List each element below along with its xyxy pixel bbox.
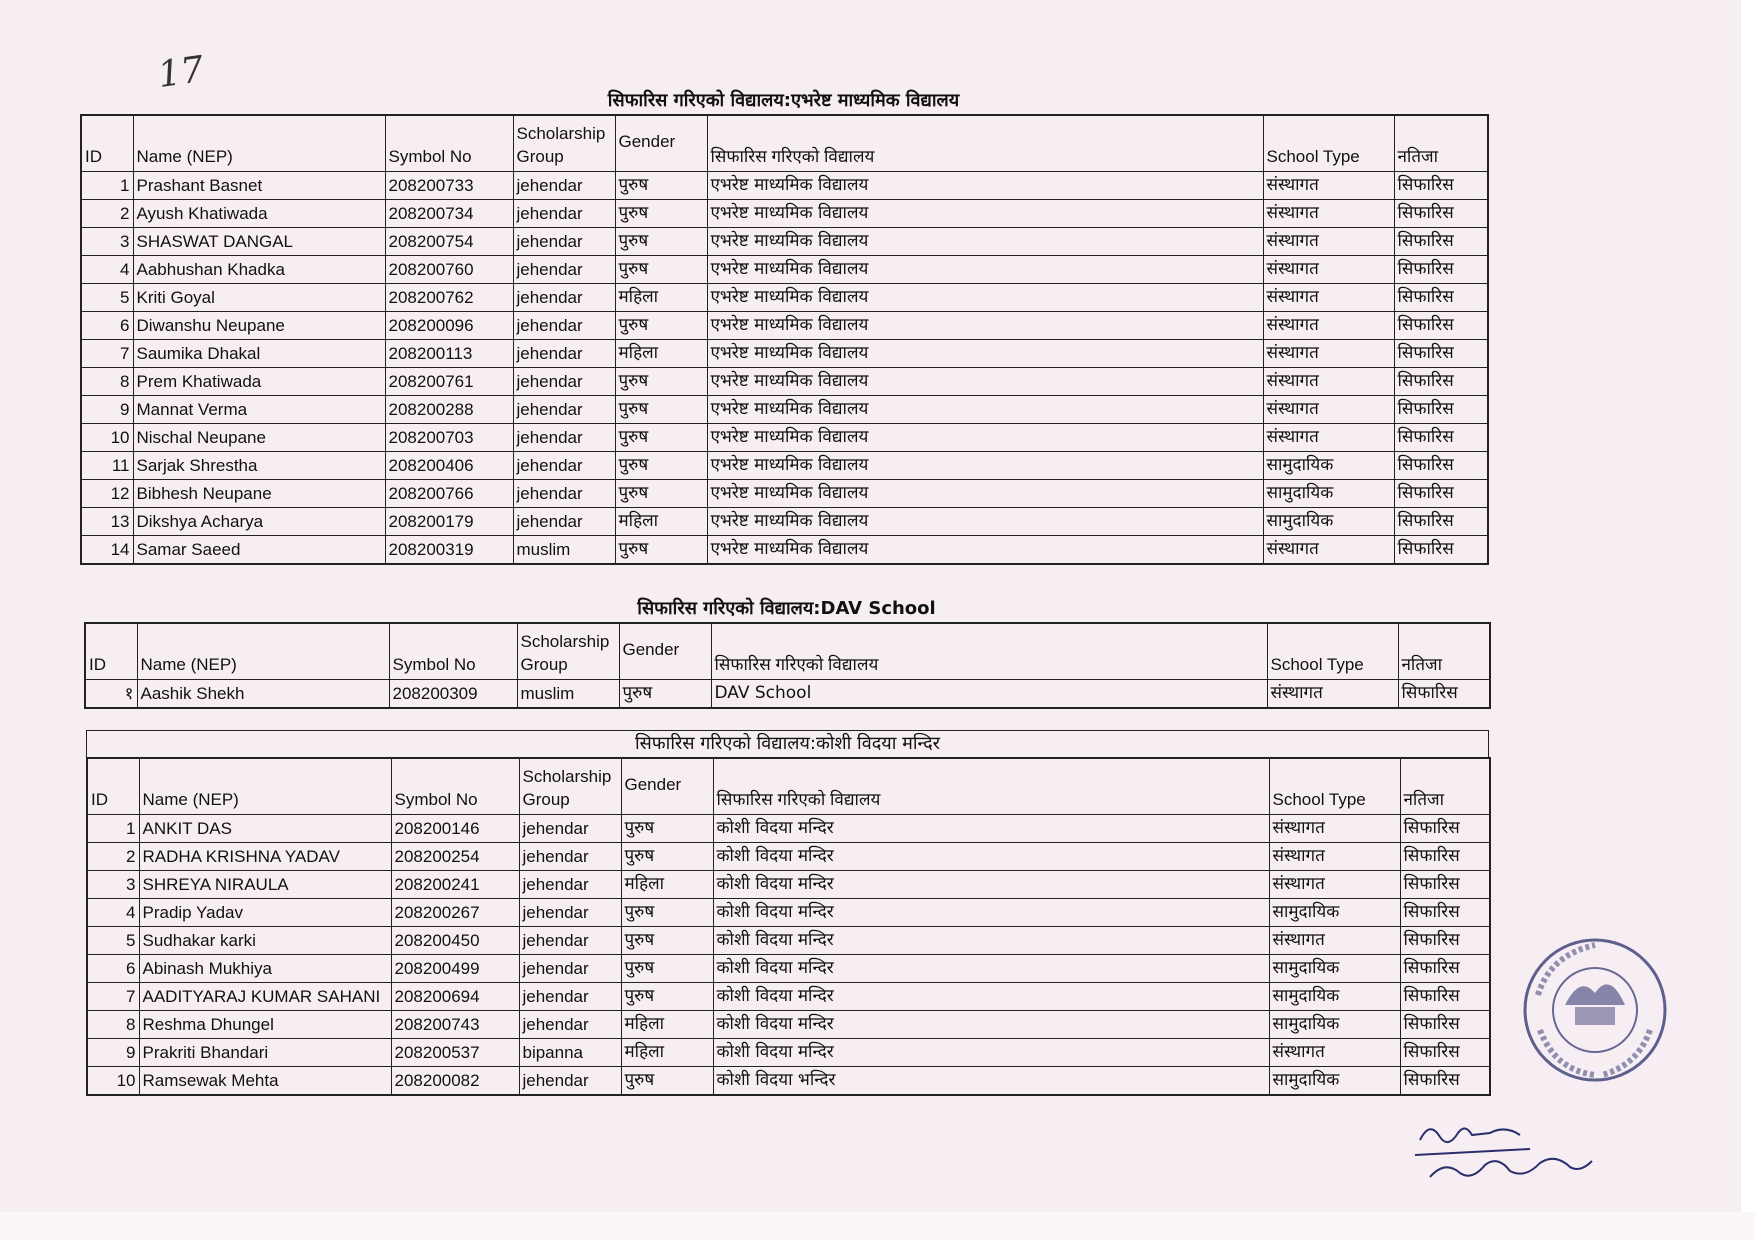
recommended-school: कोशी विदया मन्दिर: [713, 927, 1269, 955]
symbol-no: 208200733: [385, 172, 513, 200]
scholarship-group: jehendar: [513, 508, 615, 536]
recommended-school: कोशी विदया मन्दिर: [713, 871, 1269, 899]
gender: पुरुष: [615, 312, 707, 340]
gender: पुरुष: [615, 172, 707, 200]
row-id: 6: [81, 312, 133, 340]
student-name: Aashik Shekh: [137, 680, 389, 709]
scholarship-group: jehendar: [519, 843, 621, 871]
recommended-school: DAV School: [711, 680, 1267, 709]
result: सिफारिस: [1400, 1011, 1490, 1039]
recommended-school: कोशी विदया मन्दिर: [713, 1011, 1269, 1039]
school-type: संस्थागत: [1269, 843, 1400, 871]
gender: पुरुष: [621, 899, 713, 927]
gender: पुरुष: [615, 228, 707, 256]
result: सिफारिस: [1400, 899, 1490, 927]
symbol-no: 208200254: [391, 843, 519, 871]
result: सिफारिस: [1394, 480, 1488, 508]
row-id: 9: [81, 396, 133, 424]
gender: महिला: [615, 340, 707, 368]
school-type: सामुदायिक: [1269, 983, 1400, 1011]
result: सिफारिस: [1400, 927, 1490, 955]
recommended-school: कोशी विदया मन्दिर: [713, 815, 1269, 843]
row-id: 4: [87, 899, 139, 927]
col-type: School Type: [1267, 623, 1398, 680]
gender: पुरुष: [615, 256, 707, 284]
student-name: SHASWAT DANGAL: [133, 228, 385, 256]
col-symbol: Symbol No: [389, 623, 517, 680]
scholarship-group: jehendar: [519, 927, 621, 955]
col-school: सिफारिस गरिएको विद्यालय: [707, 115, 1263, 172]
student-name: Ramsewak Mehta: [139, 1067, 391, 1096]
result: सिफारिस: [1400, 955, 1490, 983]
page-bottom-strip: [0, 1212, 1755, 1240]
table-row: [87, 1011, 1490, 1039]
row-id: 8: [87, 1011, 139, 1039]
recommended-school: कोशी विदया मन्दिर: [713, 1039, 1269, 1067]
recommended-school: एभरेष्ट माध्यमिक विद्यालय: [707, 340, 1263, 368]
student-name: Dikshya Acharya: [133, 508, 385, 536]
table-row: [81, 228, 1488, 256]
col-type: School Type: [1269, 758, 1400, 815]
scholarship-group: jehendar: [513, 312, 615, 340]
table-row: [81, 480, 1488, 508]
result: सिफारिस: [1394, 284, 1488, 312]
section-title: सिफारिस गरिएको विद्यालय:कोशी विदया मन्दिर: [86, 730, 1489, 757]
gender: पुरुष: [621, 983, 713, 1011]
row-id: 5: [87, 927, 139, 955]
row-id: 13: [81, 508, 133, 536]
school-type: संस्थागत: [1269, 815, 1400, 843]
gender: पुरुष: [621, 1067, 713, 1096]
symbol-no: 208200760: [385, 256, 513, 284]
scholarship-group: jehendar: [513, 424, 615, 452]
symbol-no: 208200734: [385, 200, 513, 228]
students-table: [84, 622, 1491, 709]
result: सिफारिस: [1394, 536, 1488, 565]
student-name: Saumika Dhakal: [133, 340, 385, 368]
recommended-school: एभरेष्ट माध्यमिक विद्यालय: [707, 536, 1263, 565]
col-type: School Type: [1263, 115, 1394, 172]
symbol-no: 208200761: [385, 368, 513, 396]
table-row: [87, 1067, 1490, 1096]
row-id: 3: [87, 871, 139, 899]
col-group: Scholarship Group: [519, 758, 621, 815]
student-name: Bibhesh Neupane: [133, 480, 385, 508]
symbol-no: 208200096: [385, 312, 513, 340]
gender: पुरुष: [615, 396, 707, 424]
symbol-no: 208200179: [385, 508, 513, 536]
gender: पुरुष: [615, 452, 707, 480]
school-type: संस्थागत: [1263, 256, 1394, 284]
section-dav: [84, 596, 1489, 709]
gender: महिला: [621, 1011, 713, 1039]
result: सिफारिस: [1394, 340, 1488, 368]
row-id: 6: [87, 955, 139, 983]
row-id: 2: [87, 843, 139, 871]
table-row: [81, 172, 1488, 200]
table-row: [87, 843, 1490, 871]
result: सिफारिस: [1394, 312, 1488, 340]
row-id: 7: [87, 983, 139, 1011]
gender: महिला: [621, 1039, 713, 1067]
student-name: Kriti Goyal: [133, 284, 385, 312]
scholarship-group: jehendar: [513, 228, 615, 256]
gender: महिला: [615, 508, 707, 536]
section-title: सिफारिस गरिएको विद्यालय:DAV School: [637, 598, 936, 619]
row-id: 2: [81, 200, 133, 228]
student-name: Sarjak Shrestha: [133, 452, 385, 480]
student-name: Samar Saeed: [133, 536, 385, 565]
symbol-no: 208200319: [385, 536, 513, 565]
scholarship-group: jehendar: [519, 983, 621, 1011]
recommended-school: कोशी विदया मन्दिर: [713, 983, 1269, 1011]
scholarship-group: jehendar: [513, 396, 615, 424]
school-type: सामुदायिक: [1269, 899, 1400, 927]
table-row: [81, 284, 1488, 312]
table-row: [81, 256, 1488, 284]
table-row: [81, 424, 1488, 452]
scholarship-group: muslim: [517, 680, 619, 709]
table-row: [87, 815, 1490, 843]
result: सिफारिस: [1394, 200, 1488, 228]
result: सिफारिस: [1394, 424, 1488, 452]
row-id: 12: [81, 480, 133, 508]
recommended-school: एभरेष्ट माध्यमिक विद्यालय: [707, 368, 1263, 396]
col-name: Name (NEP): [137, 623, 389, 680]
student-name: Reshma Dhungel: [139, 1011, 391, 1039]
col-gender: Gender: [619, 623, 711, 680]
recommended-school: एभरेष्ट माध्यमिक विद्यालय: [707, 424, 1263, 452]
row-id: 11: [81, 452, 133, 480]
result: सिफारिस: [1394, 256, 1488, 284]
table-row: [85, 680, 1490, 709]
col-name: Name (NEP): [133, 115, 385, 172]
student-name: Aabhushan Khadka: [133, 256, 385, 284]
school-type: संस्थागत: [1263, 396, 1394, 424]
col-id: ID: [81, 115, 133, 172]
student-name: Prashant Basnet: [133, 172, 385, 200]
scholarship-group: jehendar: [519, 1011, 621, 1039]
col-group: Scholarship Group: [513, 115, 615, 172]
school-type: संस्थागत: [1269, 927, 1400, 955]
table-body: [81, 172, 1488, 565]
row-id: 10: [87, 1067, 139, 1096]
section-title: सिफारिस गरिएको विद्यालय:एभरेष्ट माध्यमिक विद्यालय: [607, 90, 960, 111]
school-type: संस्थागत: [1263, 368, 1394, 396]
gender: पुरुष: [615, 200, 707, 228]
student-name: Prem Khatiwada: [133, 368, 385, 396]
symbol-no: 208200113: [385, 340, 513, 368]
recommended-school: एभरेष्ट माध्यमिक विद्यालय: [707, 200, 1263, 228]
table-row: [87, 1039, 1490, 1067]
recommended-school: कोशी विदया मन्दिर: [713, 899, 1269, 927]
page-number: 17: [155, 49, 207, 96]
recommended-school: एभरेष्ट माध्यमिक विद्यालय: [707, 396, 1263, 424]
recommended-school: एभरेष्ट माध्यमिक विद्यालय: [707, 452, 1263, 480]
result: सिफारिस: [1400, 983, 1490, 1011]
scholarship-group: jehendar: [513, 284, 615, 312]
student-name: Pradip Yadav: [139, 899, 391, 927]
result: सिफारिस: [1394, 508, 1488, 536]
row-id: 7: [81, 340, 133, 368]
scholarship-group: bipanna: [519, 1039, 621, 1067]
school-type: संस्थागत: [1263, 284, 1394, 312]
school-type: संस्थागत: [1269, 871, 1400, 899]
gender: पुरुष: [615, 480, 707, 508]
handwritten-signature: [1410, 1115, 1600, 1185]
page-edge: [1741, 0, 1755, 1240]
recommended-school: एभरेष्ट माध्यमिक विद्यालय: [707, 480, 1263, 508]
row-id: 9: [87, 1039, 139, 1067]
symbol-no: 208200406: [385, 452, 513, 480]
scholarship-group: jehendar: [513, 256, 615, 284]
recommended-school: कोशी विदया मन्दिर: [713, 843, 1269, 871]
symbol-no: 208200537: [391, 1039, 519, 1067]
col-school: सिफारिस गरिएको विद्यालय: [713, 758, 1269, 815]
student-name: Prakriti Bhandari: [139, 1039, 391, 1067]
table-row: [81, 508, 1488, 536]
table-row: [87, 927, 1490, 955]
result: सिफारिस: [1394, 368, 1488, 396]
school-type: सामुदायिक: [1269, 955, 1400, 983]
school-type: संस्थागत: [1263, 172, 1394, 200]
col-symbol: Symbol No: [391, 758, 519, 815]
row-id: 4: [81, 256, 133, 284]
scholarship-group: jehendar: [513, 480, 615, 508]
col-name: Name (NEP): [139, 758, 391, 815]
table-header-row: [87, 758, 1490, 815]
school-type: सामुदायिक: [1263, 508, 1394, 536]
gender: महिला: [615, 284, 707, 312]
school-type: सामुदायिक: [1269, 1011, 1400, 1039]
table-row: [81, 340, 1488, 368]
student-name: ANKIT DAS: [139, 815, 391, 843]
school-type: सामुदायिक: [1263, 480, 1394, 508]
official-seal-stamp: [1520, 935, 1670, 1085]
table-row: [87, 899, 1490, 927]
symbol-no: 208200694: [391, 983, 519, 1011]
gender: पुरुष: [615, 536, 707, 565]
symbol-no: 208200703: [385, 424, 513, 452]
gender: पुरुष: [615, 368, 707, 396]
school-type: सामुदायिक: [1263, 452, 1394, 480]
col-result: नतिजा: [1398, 623, 1490, 680]
col-group: Scholarship Group: [517, 623, 619, 680]
gender: पुरुष: [621, 955, 713, 983]
col-result: नतिजा: [1394, 115, 1488, 172]
col-gender: Gender: [621, 758, 713, 815]
symbol-no: 208200146: [391, 815, 519, 843]
gender: पुरुष: [621, 815, 713, 843]
scholarship-group: jehendar: [519, 815, 621, 843]
result: सिफारिस: [1400, 1067, 1490, 1096]
table-row: [87, 871, 1490, 899]
symbol-no: 208200450: [391, 927, 519, 955]
table-row: [81, 396, 1488, 424]
table-row: [87, 983, 1490, 1011]
student-name: Mannat Verma: [133, 396, 385, 424]
student-name: Nischal Neupane: [133, 424, 385, 452]
table-header-row: [85, 623, 1490, 680]
scholarship-group: jehendar: [513, 340, 615, 368]
row-id: 1: [81, 172, 133, 200]
row-id: 8: [81, 368, 133, 396]
result: सिफारिस: [1400, 815, 1490, 843]
row-id: 10: [81, 424, 133, 452]
recommended-school: एभरेष्ट माध्यमिक विद्यालय: [707, 284, 1263, 312]
school-type: संस्थागत: [1263, 312, 1394, 340]
result: सिफारिस: [1400, 871, 1490, 899]
gender: पुरुष: [621, 927, 713, 955]
row-id: 3: [81, 228, 133, 256]
symbol-no: 208200743: [391, 1011, 519, 1039]
scholarship-group: jehendar: [513, 368, 615, 396]
result: सिफारिस: [1400, 1039, 1490, 1067]
result: सिफारिस: [1394, 452, 1488, 480]
scholarship-group: jehendar: [519, 899, 621, 927]
recommended-school: एभरेष्ट माध्यमिक विद्यालय: [707, 256, 1263, 284]
gender: महिला: [621, 871, 713, 899]
school-type: संस्थागत: [1263, 340, 1394, 368]
table-row: [81, 536, 1488, 565]
recommended-school: कोशी विदया मन्दिर: [713, 955, 1269, 983]
symbol-no: 208200754: [385, 228, 513, 256]
symbol-no: 208200766: [385, 480, 513, 508]
school-type: संस्थागत: [1263, 424, 1394, 452]
student-name: Abinash Mukhiya: [139, 955, 391, 983]
row-id: १: [85, 680, 137, 709]
result: सिफारिस: [1398, 680, 1490, 709]
row-id: 14: [81, 536, 133, 565]
result: सिफारिस: [1394, 172, 1488, 200]
section-koshi: [86, 730, 1489, 1096]
table-row: [81, 200, 1488, 228]
symbol-no: 208200241: [391, 871, 519, 899]
gender: पुरुष: [619, 680, 711, 709]
table-body: [85, 680, 1490, 709]
symbol-no: 208200309: [389, 680, 517, 709]
student-name: Ayush Khatiwada: [133, 200, 385, 228]
table-body: [87, 815, 1490, 1096]
school-type: संस्थागत: [1263, 536, 1394, 565]
recommended-school: एभरेष्ट माध्यमिक विद्यालय: [707, 228, 1263, 256]
symbol-no: 208200267: [391, 899, 519, 927]
section-everest: [80, 88, 1487, 565]
student-name: Diwanshu Neupane: [133, 312, 385, 340]
table-row: [81, 368, 1488, 396]
col-id: ID: [85, 623, 137, 680]
school-type: संस्थागत: [1269, 1039, 1400, 1067]
students-table: [80, 114, 1489, 565]
col-school: सिफारिस गरिएको विद्यालय: [711, 623, 1267, 680]
scholarship-group: jehendar: [513, 172, 615, 200]
students-table: [86, 757, 1491, 1096]
scholarship-group: jehendar: [519, 1067, 621, 1096]
scholarship-group: jehendar: [519, 955, 621, 983]
result: सिफारिस: [1394, 228, 1488, 256]
gender: पुरुष: [621, 843, 713, 871]
col-symbol: Symbol No: [385, 115, 513, 172]
row-id: 1: [87, 815, 139, 843]
scholarship-group: jehendar: [513, 452, 615, 480]
school-type: संस्थागत: [1267, 680, 1398, 709]
col-gender: Gender: [615, 115, 707, 172]
recommended-school: एभरेष्ट माध्यमिक विद्यालय: [707, 508, 1263, 536]
student-name: Sudhakar karki: [139, 927, 391, 955]
school-type: सामुदायिक: [1269, 1067, 1400, 1096]
table-header-row: [81, 115, 1488, 172]
table-row: [87, 955, 1490, 983]
table-row: [81, 452, 1488, 480]
scholarship-group: muslim: [513, 536, 615, 565]
school-type: संस्थागत: [1263, 228, 1394, 256]
symbol-no: 208200499: [391, 955, 519, 983]
symbol-no: 208200762: [385, 284, 513, 312]
symbol-no: 208200288: [385, 396, 513, 424]
student-name: AADITYARAJ KUMAR SAHANI: [139, 983, 391, 1011]
symbol-no: 208200082: [391, 1067, 519, 1096]
col-id: ID: [87, 758, 139, 815]
scholarship-group: jehendar: [513, 200, 615, 228]
school-type: संस्थागत: [1263, 200, 1394, 228]
row-id: 5: [81, 284, 133, 312]
recommended-school: एभरेष्ट माध्यमिक विद्यालय: [707, 172, 1263, 200]
student-name: RADHA KRISHNA YADAV: [139, 843, 391, 871]
recommended-school: एभरेष्ट माध्यमिक विद्यालय: [707, 312, 1263, 340]
result: सिफारिस: [1394, 396, 1488, 424]
table-row: [81, 312, 1488, 340]
recommended-school: कोशी विदया भन्दिर: [713, 1067, 1269, 1096]
gender: पुरुष: [615, 424, 707, 452]
col-result: नतिजा: [1400, 758, 1490, 815]
scholarship-group: jehendar: [519, 871, 621, 899]
student-name: SHREYA NIRAULA: [139, 871, 391, 899]
result: सिफारिस: [1400, 843, 1490, 871]
